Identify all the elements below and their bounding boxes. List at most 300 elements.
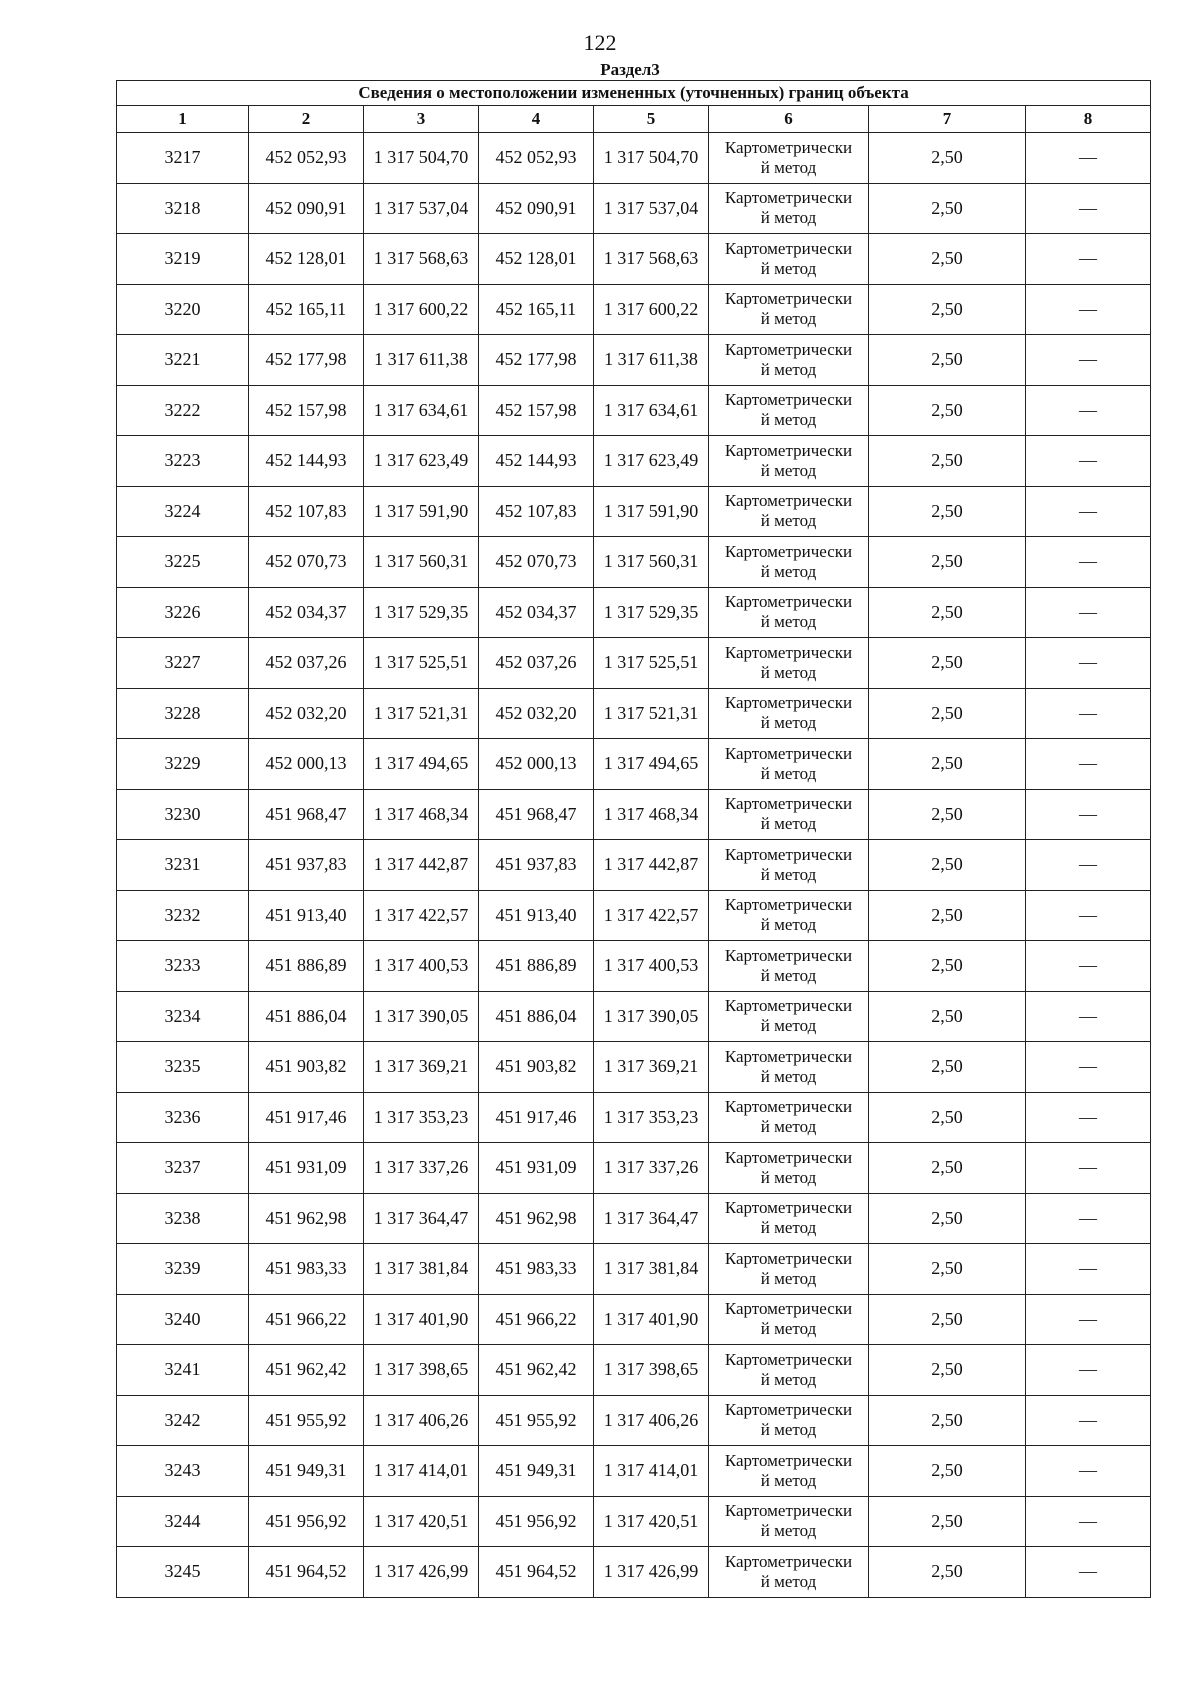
y-existing-cell: 1 317 504,70 [364,133,479,184]
accuracy-cell: 2,50 [869,234,1026,285]
table-row [117,991,1151,1042]
accuracy-cell: 2,50 [869,1042,1026,1093]
x-new-cell: 451 956,92 [479,1496,594,1547]
method-cell [709,183,869,234]
table-row [117,133,1151,184]
y-new-cell: 1 317 353,23 [594,1092,709,1143]
column-number: 1 [117,106,249,133]
y-new-cell: 1 317 529,35 [594,587,709,638]
description-cell: — [1026,1193,1151,1244]
table-row [117,1294,1151,1345]
accuracy-cell: 2,50 [869,133,1026,184]
x-existing-cell: 451 962,42 [249,1345,364,1396]
accuracy-cell: 2,50 [869,739,1026,790]
point-number-cell: 3239 [117,1244,249,1295]
table-row [117,1042,1151,1093]
method-line: Картометрически [724,1349,853,1369]
method-line: й метод [760,460,817,480]
y-existing-cell: 1 317 442,87 [364,840,479,891]
method-line: й метод [760,359,817,379]
method-line: Картометрически [724,1248,853,1268]
method-cell [709,486,869,537]
y-existing-cell: 1 317 381,84 [364,1244,479,1295]
method-line: й метод [760,1470,817,1490]
method-cell [709,941,869,992]
y-existing-cell: 1 317 337,26 [364,1143,479,1194]
table-row [117,587,1151,638]
x-existing-cell: 451 937,83 [249,840,364,891]
method-line: Картометрически [724,289,853,309]
x-existing-cell: 452 177,98 [249,335,364,386]
x-new-cell: 452 107,83 [479,486,594,537]
x-existing-cell: 452 034,37 [249,587,364,638]
method-cell [709,688,869,739]
point-number-cell: 3231 [117,840,249,891]
method-line: й метод [760,763,817,783]
method-line: й метод [760,713,817,733]
y-new-cell: 1 317 442,87 [594,840,709,891]
y-new-cell: 1 317 364,47 [594,1193,709,1244]
description-cell: — [1026,385,1151,436]
method-line: Картометрически [724,1198,853,1218]
table-row [117,1446,1151,1497]
method-line: Картометрически [724,743,853,763]
x-existing-cell: 451 949,31 [249,1446,364,1497]
x-new-cell: 452 128,01 [479,234,594,285]
table-row [117,890,1151,941]
accuracy-cell: 2,50 [869,1496,1026,1547]
table-row [117,1345,1151,1396]
boundary-coordinates-table [116,80,1151,1598]
point-number-cell: 3223 [117,436,249,487]
table-row [117,688,1151,739]
point-number-cell: 3242 [117,1395,249,1446]
point-number-cell: 3237 [117,1143,249,1194]
method-line: Картометрически [724,390,853,410]
x-existing-cell: 451 913,40 [249,890,364,941]
method-line: Картометрически [724,440,853,460]
y-existing-cell: 1 317 529,35 [364,587,479,638]
y-existing-cell: 1 317 591,90 [364,486,479,537]
method-line: й метод [760,662,817,682]
y-existing-cell: 1 317 568,63 [364,234,479,285]
method-line: Картометрически [724,339,853,359]
method-cell [709,537,869,588]
column-number: 3 [364,106,479,133]
accuracy-cell: 2,50 [869,486,1026,537]
method-cell [709,1345,869,1396]
method-line: Картометрически [724,895,853,915]
point-number-cell: 3245 [117,1547,249,1598]
column-number: 4 [479,106,594,133]
description-cell: — [1026,840,1151,891]
x-new-cell: 451 955,92 [479,1395,594,1446]
method-line: Картометрически [724,541,853,561]
point-number-cell: 3225 [117,537,249,588]
y-new-cell: 1 317 568,63 [594,234,709,285]
method-line: й метод [760,612,817,632]
method-cell [709,385,869,436]
method-line: Картометрически [724,945,853,965]
method-line: й метод [760,1218,817,1238]
y-new-cell: 1 317 422,57 [594,890,709,941]
description-cell: — [1026,234,1151,285]
table-row [117,1496,1151,1547]
method-cell [709,436,869,487]
method-cell [709,739,869,790]
y-existing-cell: 1 317 422,57 [364,890,479,941]
y-existing-cell: 1 317 369,21 [364,1042,479,1093]
x-new-cell: 452 144,93 [479,436,594,487]
y-new-cell: 1 317 337,26 [594,1143,709,1194]
method-cell [709,1143,869,1194]
table-row [117,537,1151,588]
accuracy-cell: 2,50 [869,890,1026,941]
method-cell [709,1193,869,1244]
x-existing-cell: 451 903,82 [249,1042,364,1093]
method-cell [709,890,869,941]
method-line: Картометрически [724,642,853,662]
description-cell: — [1026,183,1151,234]
table-row [117,638,1151,689]
method-line: й метод [760,208,817,228]
description-cell: — [1026,1547,1151,1598]
y-existing-cell: 1 317 611,38 [364,335,479,386]
column-number: 6 [709,106,869,133]
x-new-cell: 451 949,31 [479,1446,594,1497]
y-new-cell: 1 317 560,31 [594,537,709,588]
table-row [117,385,1151,436]
point-number-cell: 3228 [117,688,249,739]
x-existing-cell: 451 886,04 [249,991,364,1042]
point-number-cell: 3219 [117,234,249,285]
table-caption: Сведения о местоположении измененных (уточненных) границ объекта [117,81,1151,106]
y-existing-cell: 1 317 420,51 [364,1496,479,1547]
method-line: й метод [760,814,817,834]
method-line: Картометрически [724,238,853,258]
x-existing-cell: 452 090,91 [249,183,364,234]
y-existing-cell: 1 317 494,65 [364,739,479,790]
point-number-cell: 3227 [117,638,249,689]
description-cell: — [1026,587,1151,638]
method-cell [709,234,869,285]
x-new-cell: 451 983,33 [479,1244,594,1295]
table-row [117,436,1151,487]
column-number: 2 [249,106,364,133]
point-number-cell: 3235 [117,1042,249,1093]
x-new-cell: 451 966,22 [479,1294,594,1345]
point-number-cell: 3217 [117,133,249,184]
y-new-cell: 1 317 400,53 [594,941,709,992]
point-number-cell: 3229 [117,739,249,790]
method-cell [709,335,869,386]
accuracy-cell: 2,50 [869,1193,1026,1244]
point-number-cell: 3224 [117,486,249,537]
accuracy-cell: 2,50 [869,941,1026,992]
x-new-cell: 452 037,26 [479,638,594,689]
method-cell [709,789,869,840]
description-cell: — [1026,739,1151,790]
x-existing-cell: 451 917,46 [249,1092,364,1143]
x-new-cell: 451 968,47 [479,789,594,840]
description-cell: — [1026,1345,1151,1396]
x-existing-cell: 451 956,92 [249,1496,364,1547]
y-new-cell: 1 317 398,65 [594,1345,709,1396]
y-new-cell: 1 317 390,05 [594,991,709,1042]
method-line: Картометрически [724,693,853,713]
table-body [117,133,1151,1598]
y-existing-cell: 1 317 537,04 [364,183,479,234]
method-line: й метод [760,1571,817,1591]
method-line: й метод [760,864,817,884]
table-row [117,1092,1151,1143]
accuracy-cell: 2,50 [869,1092,1026,1143]
point-number-cell: 3243 [117,1446,249,1497]
description-cell: — [1026,1092,1151,1143]
method-line: Картометрически [724,592,853,612]
point-number-cell: 3238 [117,1193,249,1244]
method-cell [709,133,869,184]
point-number-cell: 3220 [117,284,249,335]
x-new-cell: 452 032,20 [479,688,594,739]
y-new-cell: 1 317 468,34 [594,789,709,840]
y-existing-cell: 1 317 634,61 [364,385,479,436]
description-cell: — [1026,1395,1151,1446]
description-cell: — [1026,1446,1151,1497]
x-new-cell: 452 165,11 [479,284,594,335]
table-row [117,739,1151,790]
y-new-cell: 1 317 401,90 [594,1294,709,1345]
y-new-cell: 1 317 537,04 [594,183,709,234]
x-existing-cell: 451 962,98 [249,1193,364,1244]
accuracy-cell: 2,50 [869,789,1026,840]
point-number-cell: 3240 [117,1294,249,1345]
method-line: й метод [760,1369,817,1389]
x-existing-cell: 452 144,93 [249,436,364,487]
x-new-cell: 451 937,83 [479,840,594,891]
method-line: й метод [760,915,817,935]
method-line: Картометрически [724,844,853,864]
y-existing-cell: 1 317 426,99 [364,1547,479,1598]
x-new-cell: 451 962,42 [479,1345,594,1396]
description-cell: — [1026,335,1151,386]
x-existing-cell: 452 037,26 [249,638,364,689]
method-line: Картометрически [724,1046,853,1066]
method-cell [709,1395,869,1446]
accuracy-cell: 2,50 [869,840,1026,891]
y-new-cell: 1 317 381,84 [594,1244,709,1295]
description-cell: — [1026,789,1151,840]
method-cell [709,840,869,891]
table-row [117,1193,1151,1244]
accuracy-cell: 2,50 [869,183,1026,234]
y-existing-cell: 1 317 401,90 [364,1294,479,1345]
method-line: Картометрически [724,794,853,814]
y-new-cell: 1 317 525,51 [594,638,709,689]
method-line: Картометрически [724,491,853,511]
method-line: Картометрически [724,1097,853,1117]
accuracy-cell: 2,50 [869,1446,1026,1497]
x-new-cell: 451 962,98 [479,1193,594,1244]
description-cell: — [1026,890,1151,941]
x-existing-cell: 452 107,83 [249,486,364,537]
method-line: й метод [760,1319,817,1339]
accuracy-cell: 2,50 [869,1345,1026,1396]
table-row [117,840,1151,891]
table-row [117,486,1151,537]
accuracy-cell: 2,50 [869,587,1026,638]
description-cell: — [1026,284,1151,335]
method-line: й метод [760,511,817,531]
table-row [117,941,1151,992]
method-line: й метод [760,561,817,581]
y-existing-cell: 1 317 560,31 [364,537,479,588]
x-existing-cell: 451 886,89 [249,941,364,992]
method-cell [709,1446,869,1497]
method-cell [709,587,869,638]
table-row [117,1395,1151,1446]
y-new-cell: 1 317 623,49 [594,436,709,487]
table-row [117,183,1151,234]
y-new-cell: 1 317 634,61 [594,385,709,436]
description-cell: — [1026,1244,1151,1295]
x-new-cell: 451 903,82 [479,1042,594,1093]
method-line: й метод [760,1167,817,1187]
y-new-cell: 1 317 611,38 [594,335,709,386]
accuracy-cell: 2,50 [869,1143,1026,1194]
y-existing-cell: 1 317 390,05 [364,991,479,1042]
accuracy-cell: 2,50 [869,436,1026,487]
y-new-cell: 1 317 494,65 [594,739,709,790]
y-existing-cell: 1 317 468,34 [364,789,479,840]
method-line: Картометрически [724,1450,853,1470]
x-existing-cell: 452 052,93 [249,133,364,184]
method-cell [709,991,869,1042]
point-number-cell: 3233 [117,941,249,992]
accuracy-cell: 2,50 [869,385,1026,436]
x-new-cell: 451 886,89 [479,941,594,992]
accuracy-cell: 2,50 [869,537,1026,588]
accuracy-cell: 2,50 [869,688,1026,739]
y-new-cell: 1 317 521,31 [594,688,709,739]
description-cell: — [1026,133,1151,184]
method-line: й метод [760,1268,817,1288]
method-cell [709,1042,869,1093]
y-new-cell: 1 317 426,99 [594,1547,709,1598]
description-cell: — [1026,486,1151,537]
x-existing-cell: 452 165,11 [249,284,364,335]
y-existing-cell: 1 317 406,26 [364,1395,479,1446]
method-line: Картометрически [724,188,853,208]
method-cell [709,1294,869,1345]
y-new-cell: 1 317 414,01 [594,1446,709,1497]
column-number: 5 [594,106,709,133]
y-existing-cell: 1 317 525,51 [364,638,479,689]
point-number-cell: 3222 [117,385,249,436]
x-existing-cell: 451 931,09 [249,1143,364,1194]
y-new-cell: 1 317 369,21 [594,1042,709,1093]
description-cell: — [1026,1042,1151,1093]
y-new-cell: 1 317 600,22 [594,284,709,335]
x-new-cell: 451 931,09 [479,1143,594,1194]
description-cell: — [1026,537,1151,588]
table-row [117,1244,1151,1295]
x-existing-cell: 451 966,22 [249,1294,364,1345]
y-existing-cell: 1 317 398,65 [364,1345,479,1396]
column-number: 7 [869,106,1026,133]
y-existing-cell: 1 317 364,47 [364,1193,479,1244]
method-line: Картометрически [724,137,853,157]
accuracy-cell: 2,50 [869,335,1026,386]
x-existing-cell: 451 964,52 [249,1547,364,1598]
method-line: й метод [760,1420,817,1440]
table-row [117,789,1151,840]
method-line: й метод [760,309,817,329]
accuracy-cell: 2,50 [869,1395,1026,1446]
x-new-cell: 452 000,13 [479,739,594,790]
y-existing-cell: 1 317 521,31 [364,688,479,739]
method-cell [709,1547,869,1598]
point-number-cell: 3234 [117,991,249,1042]
method-cell [709,638,869,689]
y-existing-cell: 1 317 600,22 [364,284,479,335]
method-line: й метод [760,1066,817,1086]
y-new-cell: 1 317 591,90 [594,486,709,537]
description-cell: — [1026,688,1151,739]
description-cell: — [1026,991,1151,1042]
method-line: й метод [760,157,817,177]
method-cell [709,1092,869,1143]
description-cell: — [1026,941,1151,992]
point-number-cell: 3226 [117,587,249,638]
method-line: й метод [760,1117,817,1137]
y-existing-cell: 1 317 400,53 [364,941,479,992]
x-new-cell: 452 177,98 [479,335,594,386]
point-number-cell: 3230 [117,789,249,840]
table-row [117,1143,1151,1194]
x-existing-cell: 452 070,73 [249,537,364,588]
section-title: Раздел3 [600,60,660,79]
accuracy-cell: 2,50 [869,638,1026,689]
column-number-row [117,106,1151,133]
y-new-cell: 1 317 504,70 [594,133,709,184]
x-new-cell: 451 917,46 [479,1092,594,1143]
accuracy-cell: 2,50 [869,1244,1026,1295]
table-row [117,234,1151,285]
point-number-cell: 3221 [117,335,249,386]
point-number-cell: 3236 [117,1092,249,1143]
method-line: Картометрически [724,1400,853,1420]
x-new-cell: 451 886,04 [479,991,594,1042]
point-number-cell: 3218 [117,183,249,234]
description-cell: — [1026,436,1151,487]
x-existing-cell: 451 983,33 [249,1244,364,1295]
description-cell: — [1026,638,1151,689]
x-new-cell: 451 964,52 [479,1547,594,1598]
method-line: Картометрически [724,996,853,1016]
x-existing-cell: 451 968,47 [249,789,364,840]
x-new-cell: 452 070,73 [479,537,594,588]
method-line: й метод [760,965,817,985]
method-line: й метод [760,1521,817,1541]
method-line: й метод [760,1016,817,1036]
x-new-cell: 451 913,40 [479,890,594,941]
y-existing-cell: 1 317 414,01 [364,1446,479,1497]
point-number-cell: 3232 [117,890,249,941]
method-line: Картометрически [724,1501,853,1521]
x-existing-cell: 452 032,20 [249,688,364,739]
method-line: й метод [760,258,817,278]
